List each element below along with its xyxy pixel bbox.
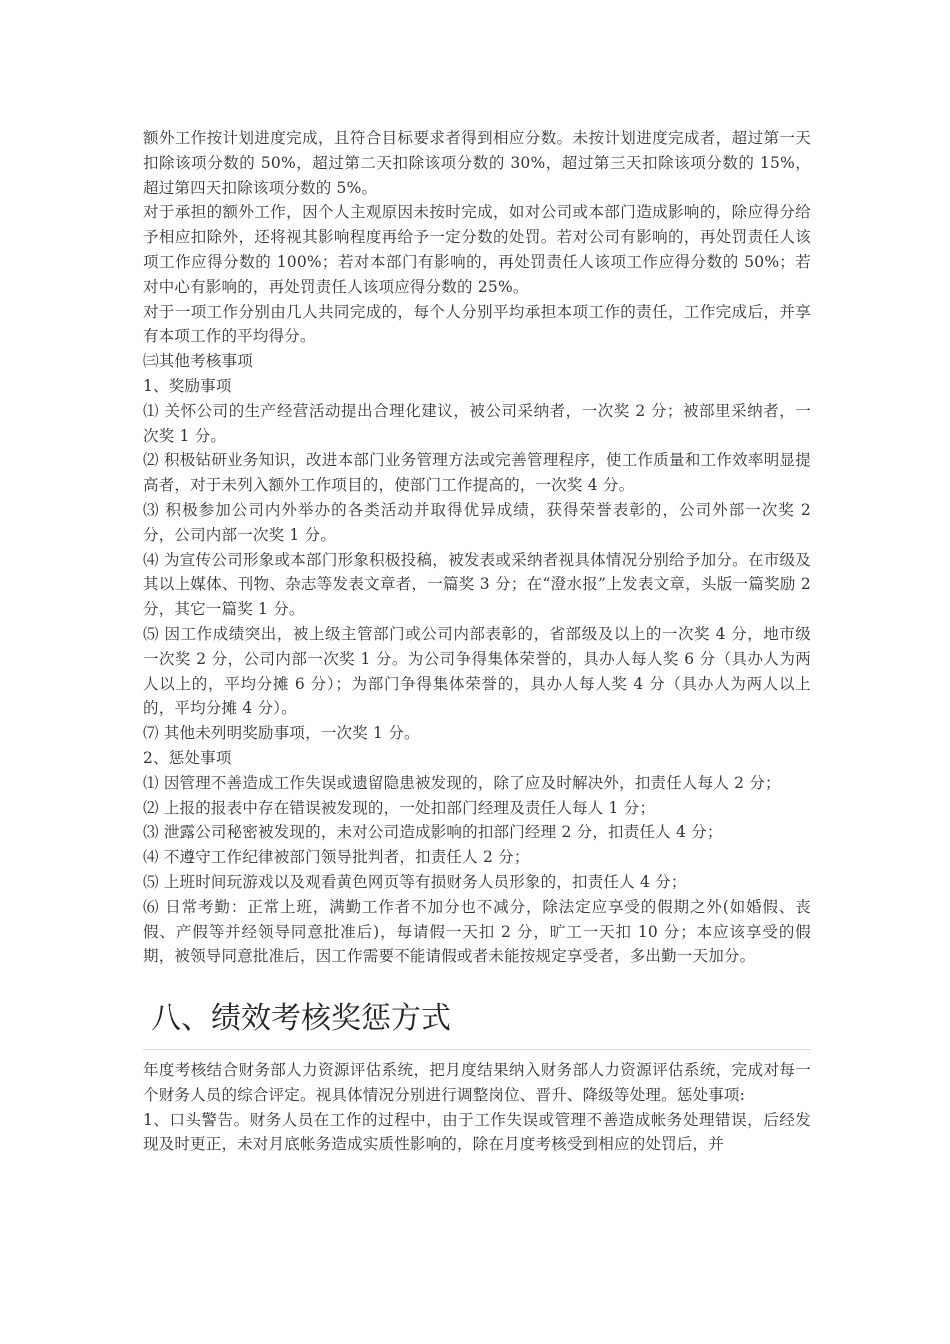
list-heading: 2、惩处事项: [143, 748, 232, 767]
paragraph: 对于一项工作分别由几人共同完成的，每个人分别平均承担本项工作的责任，工作完成后，并享有本项工作的平均得分。: [143, 302, 811, 346]
list-item: ⑸ 上班时间玩游戏以及观看黄色网页等有损财务人员形象的，扣责任人 4 分；: [143, 872, 687, 891]
list-item: ⑵ 积极钻研业务知识，改进本部门业务管理方法或完善管理程序，使工作质量和工作效率明显提高者，对于未列入额外工作项目的，使部门工作提高的，一次奖 4 分。: [143, 451, 811, 495]
paragraph: 1、口头警告。财务人员在工作的过程中，由于工作失误或管理不善造成帐务处理错误，后经发现及时更正，未对月底帐务造成实质性影响的，除在月度考核受到相应的处罚后，并: [143, 1110, 811, 1154]
list-item: ⑴ 因管理不善造成工作失误或遗留隐患被发现的，除了应及时解决外，扣责任人每人 2 分；: [143, 773, 781, 792]
list-item: ⑷ 不遵守工作纪律被部门领导批判者，扣责任人 2 分；: [143, 848, 530, 867]
list-item: ⑺ 其他未列明奖励事项，一次奖 1 分。: [143, 724, 420, 743]
section-heading-block: [143, 999, 811, 1050]
list-item: ⑶ 泄露公司秘密被发现的，未对公司造成影响的扣部门经理 2 分，扣责任人 4 分；: [143, 823, 723, 842]
list-item: ⑵ 上报的报表中存在错误被发现的，一处扣部门经理及责任人每人 1 分；: [143, 798, 656, 817]
list-item: ⑸ 因工作成绩突出，被上级主管部门或公司内部表彰的，省部级及以上的一次奖 4 分，地市级一次奖 2 分，公司内部一次奖 1 分。为公司争得集体荣誉的，具办人每人奖 6 分（具办人为两人以上的，平均分摊 6 分）；为部门争得集体荣誉的，具办人每人奖 4 分（具办人为两人以上的，平均分摊 4 分）。: [143, 624, 811, 718]
list-item: ⑶ 积极参加公司内外举办的各类活动并取得优异成绩，获得荣誉表彰的，公司外部一次奖 2 分，公司内部一次奖 1 分。: [143, 500, 811, 544]
paragraph: 年度考核结合财务部人力资源评估系统，把月度结果纳入财务部人力资源评估系统，完成对每一个财务人员的综合评定。视具体情况分别进行调整岗位、晋升、降级等处理。惩处事项:: [143, 1061, 811, 1104]
paragraph: 对于承担的额外工作，因个人主观原因未按时完成，如对公司或本部门造成影响的，除应得分给予相应扣除外，还将视其影响程度再给予一定分数的处罚。若对公司有影响的，再处罚责任人该项工作应得分数的 100%；若对本部门有影响的，再处罚责任人该项工作应得分数的 50%；若对中心有影响的，再处罚责任人该项应得分数的 25%。: [143, 203, 811, 296]
list-item: ⑷ 为宣传公司形象或本部门形象积极投稿，被发表或采纳者视具体情况分别给予加分。在市级及其以上媒体、刊物、杂志等发表文章者，一篇奖 3 分；在“澄水报”上发表文章，头版一篇奖励 2 分，其它一篇奖 1 分。: [143, 550, 811, 619]
paragraph: 额外工作按计划进度完成，且符合目标要求者得到相应分数。未按计划进度完成者，超过第一天扣除该项分数的 50%，超过第二天扣除该项分数的 30%，超过第三天扣除该项分数的 15%，超过第四天扣除该项分数的 5%。: [143, 129, 811, 197]
subsection-title: ㈢其他考核事项: [143, 352, 253, 371]
list-heading: 1、奖励事项: [143, 376, 232, 395]
list-item: ⑴ 关怀公司的生产经营活动提出合理化建议，被公司采纳者，一次奖 2 分；被部里采纳者，一次奖 1 分。: [143, 401, 811, 445]
section-heading: 八、绩效考核奖惩方式: [151, 1001, 451, 1037]
document-body: [143, 126, 811, 1157]
list-item: ⑹ 日常考勤：正常上班，满勤工作者不加分也不减分，除法定应享受的假期之外(如婚假、丧假、产假等并经领导同意批准后)，每请假一天扣 2 分，旷工一天扣 10 分；本应该享受的假期，被领导同意批准后，因工作需要不能请假或者未能按规定享受者，多出勤一天加分。: [143, 897, 811, 966]
